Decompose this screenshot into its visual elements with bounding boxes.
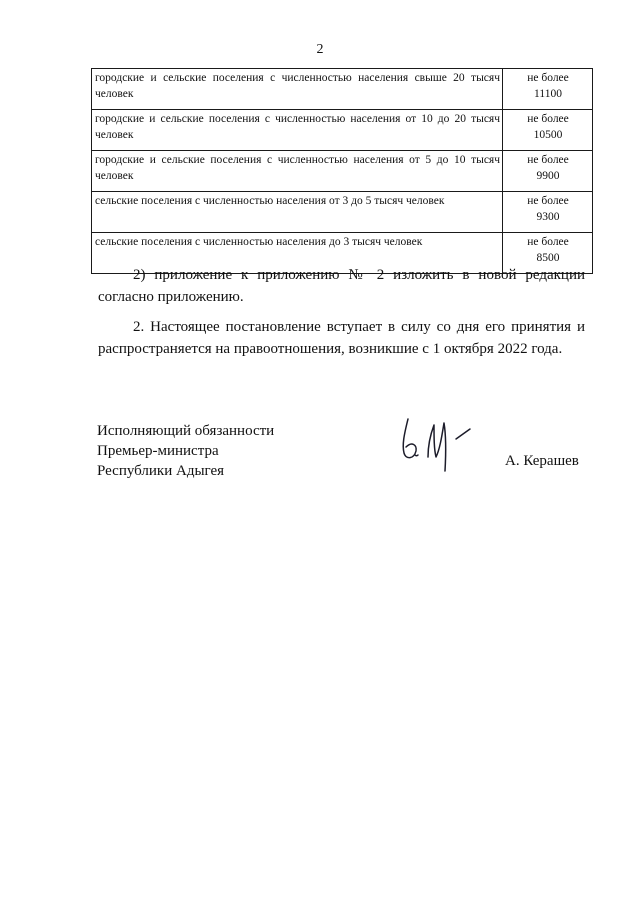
limit-cell: [503, 110, 593, 151]
page-number: 2: [316, 42, 324, 57]
limit-prefix: не более: [527, 236, 569, 248]
effective-date-text: 2. Настоящее постановление вступает в силу со дня его принятия и распространяется на правоотношения, возникшие с 1 октября 2022 года.: [98, 319, 585, 357]
signer-name: А. Керашев: [505, 453, 579, 469]
limit-prefix: не более: [527, 113, 569, 125]
limit-value: 8500: [536, 252, 560, 264]
limit-value: 9300: [536, 211, 560, 223]
signatory-title-line: Премьер-министра: [97, 443, 219, 459]
signatory-title-line: Республики Адыгея: [97, 463, 225, 479]
limit-prefix: не более: [527, 72, 569, 84]
limit-prefix: не более: [527, 195, 569, 207]
limit-prefix: не более: [527, 154, 569, 166]
table-row: [92, 151, 593, 192]
limit-cell: [503, 69, 593, 110]
limit-cell: [503, 151, 593, 192]
settlement-limits-table: [91, 68, 593, 274]
signatory-title-line: Исполняющий обязанности: [97, 423, 275, 439]
settlement-category: городские и сельские поселения с численностью населения свыше 20 тысяч человек: [92, 69, 503, 110]
settlement-category: сельские поселения с численностью населения от 3 до 5 тысяч человек: [92, 192, 503, 233]
settlement-category: городские и сельские поселения с численностью населения от 10 до 20 тысяч человек: [92, 110, 503, 151]
limit-value: 10500: [533, 129, 563, 141]
table-row: [92, 110, 593, 151]
handwritten-signature: [394, 405, 484, 475]
table-row: [92, 69, 593, 110]
signatory-title: [97, 421, 274, 481]
limit-cell: [503, 192, 593, 233]
effective-date-paragraph: [98, 316, 585, 360]
amendment-item-paragraph: [98, 264, 585, 308]
settlement-category: сельские поселения с численностью населения до 3 тысяч человек: [92, 233, 503, 274]
table-row: [92, 192, 593, 233]
settlement-category: городские и сельские поселения с численностью населения от 5 до 10 тысяч человек: [92, 151, 503, 192]
limit-value: 9900: [536, 170, 560, 182]
limit-value: 11100: [534, 88, 562, 100]
amendment-item-text: 2) приложение к приложению № 2 изложить в новой редакции согласно приложению.: [98, 267, 585, 305]
